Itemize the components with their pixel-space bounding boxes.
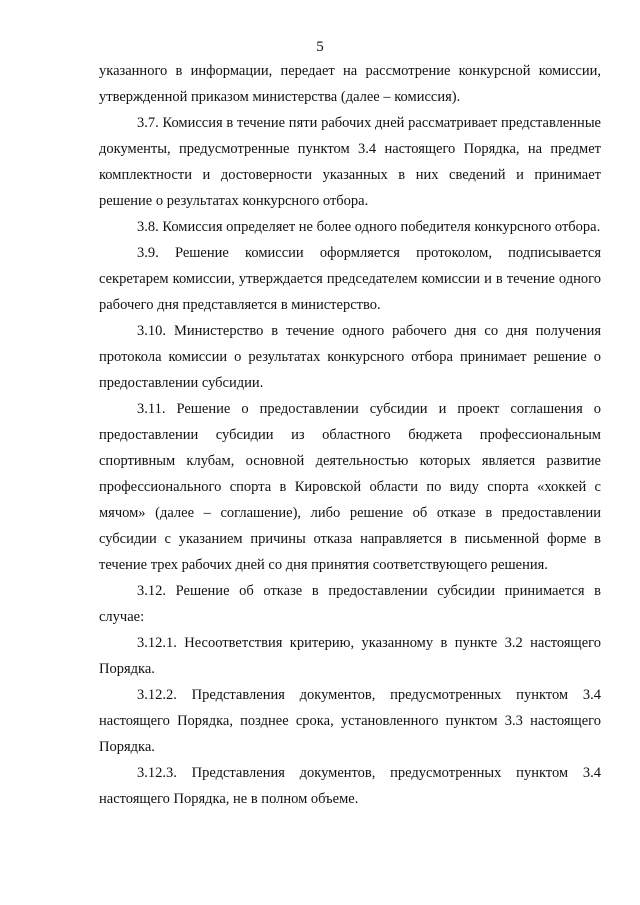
paragraph-3-8: 3.8. Комиссия определяет не более одного победителя конкурсного отбора. (137, 219, 601, 235)
paragraph-3-10: 3.10. Министерство в течение одного рабочего дня со дня получения протокола комиссии о результатах конкурсного отбора принимает решение о предоставлении субсидии. (99, 323, 601, 391)
page-number: 5 (316, 39, 324, 55)
paragraph-3-12-1: 3.12.1. Несоответствия критерию, указанному в пункте 3.2 настоящего Порядка. (99, 635, 601, 677)
paragraph-3-12: 3.12. Решение об отказе в предоставлении субсидии принимается в случае: (99, 583, 601, 625)
paragraph-continuation: указанного в информации, передает на рассмотрение конкурсной комиссии, утвержденной приказом министерства (далее – комиссия). (99, 63, 601, 105)
paragraph-3-11: 3.11. Решение о предоставлении субсидии и проект соглашения о предоставлении субсидии из областного бюджета профессиональным спортивным клубам, основной деятельностью которых является развитие профессионального спорта в Кировской области по виду спорта «хоккей с мячом» (далее – соглашение), либо решение об отказе в предоставлении субсидии с указанием причины отказа направляется в письменной форме в течение трех рабочих дней со дня принятия соответствующего решения. (99, 401, 601, 573)
paragraph-3-12-2: 3.12.2. Представления документов, предусмотренных пунктом 3.4 настоящего Порядка, позднее срока, установленного пунктом 3.3 настоящего Порядка. (99, 687, 601, 755)
document-body (99, 58, 601, 812)
paragraph-3-9: 3.9. Решение комиссии оформляется протоколом, подписывается секретарем комиссии, утверждается председателем комиссии и в течение одного рабочего дня представляется в министерство. (99, 245, 601, 313)
paragraph-3-7: 3.7. Комиссия в течение пяти рабочих дней рассматривает представленные документы, предусмотренные пунктом 3.4 настоящего Порядка, на предмет комплектности и достоверности указанных в них сведений и принимает решение о результатах конкурсного отбора. (99, 115, 601, 209)
paragraph-3-12-3: 3.12.3. Представления документов, предусмотренных пунктом 3.4 настоящего Порядка, не в полном объеме. (99, 765, 601, 807)
